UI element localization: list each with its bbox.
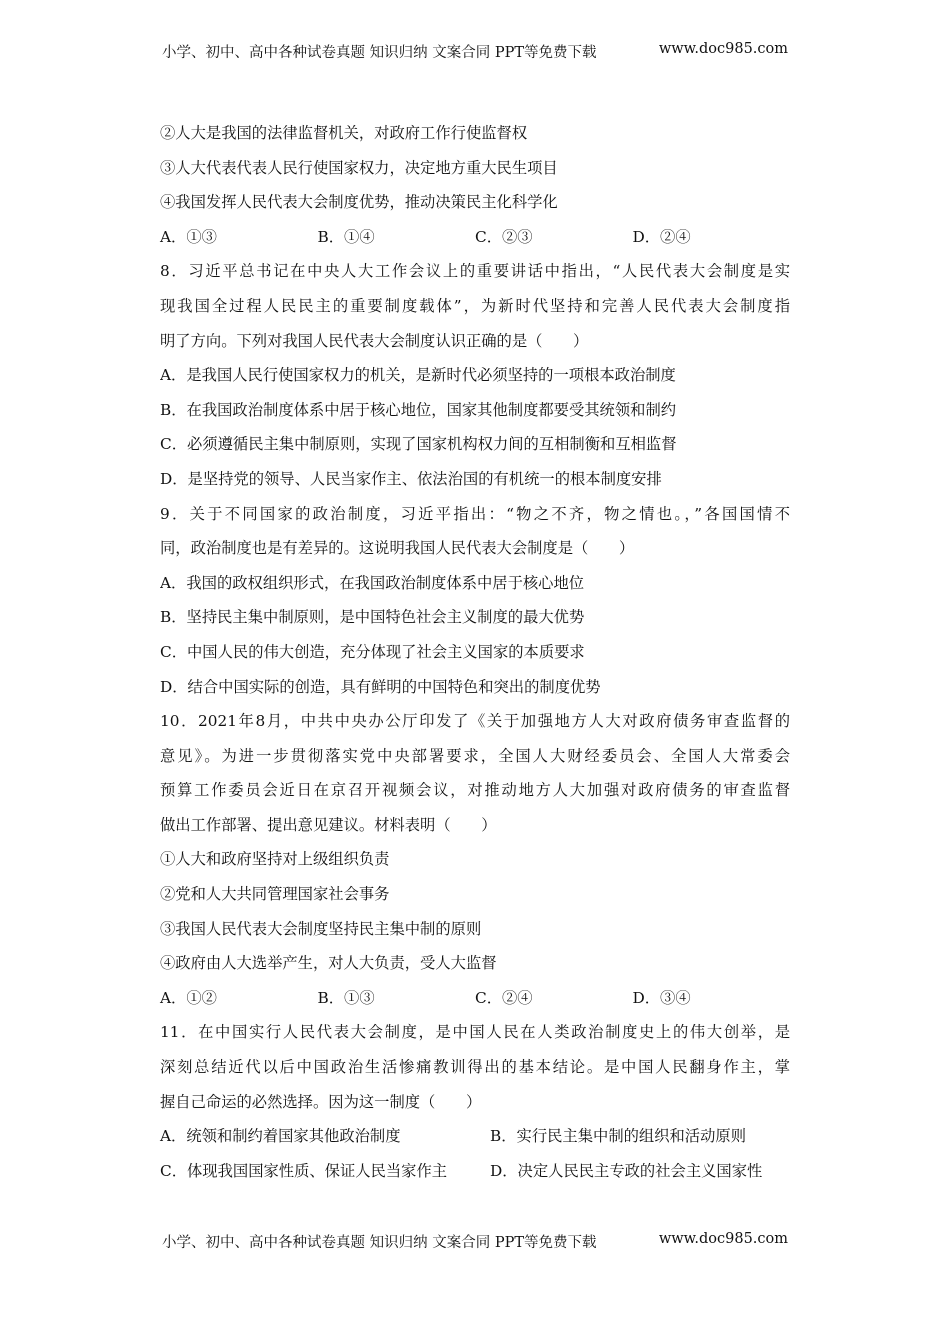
answer-options — [160, 220, 790, 255]
question-stem-line: 意见》。为进一步贯彻落实党中央部署要求，全国人大财经委员会、全国人大常委会 — [160, 746, 790, 765]
question-stem-line: 9．关于不同国家的政治制度，习近平指出：“物之不齐，物之情也。，”各国国情不 — [160, 504, 790, 523]
statement-line: ④我国发挥人民代表大会制度优势，推动决策民主化科学化 — [160, 193, 558, 212]
option-d: D．③④ — [632, 988, 691, 1007]
question-8 — [160, 254, 790, 496]
answer-options — [160, 981, 790, 1016]
question-stem-line: 同，政治制度也是有差异的。这说明我国人民代表大会制度是（ ） — [160, 539, 635, 558]
option-d: D．②④ — [632, 227, 691, 246]
question-11 — [160, 1015, 790, 1188]
statement-line: ④政府由人大选举产生，对人大负责，受人大监督 — [160, 954, 497, 973]
question-stem-line: 握自己命运的必然选择。因为这一制度（ ） — [160, 1092, 482, 1111]
question-stem-line: 现我国全过程人民民主的重要制度载体”，为新时代坚持和完善人民代表大会制度指 — [160, 296, 790, 315]
option-d: D．决定人民民主专政的社会主义国家性 — [490, 1161, 763, 1180]
question-stem-line: 10．2021年8月，中共中央办公厅印发了《关于加强地方人大对政府债务审查监督的 — [160, 712, 790, 731]
option-c: C．体现我国国家性质、保证人民当家作主 — [160, 1161, 448, 1180]
question-10 — [160, 704, 790, 1015]
question-9 — [160, 497, 790, 705]
footer-site-link[interactable]: www.doc985.com — [658, 1231, 788, 1247]
answer-options-row-1 — [160, 1119, 790, 1154]
answer-options-row-2 — [160, 1154, 790, 1189]
option-b: B．①④ — [317, 227, 375, 246]
header-site-link[interactable]: www.doc985.com — [658, 41, 788, 57]
option-a: A．①③ — [160, 227, 217, 246]
statement-line: ②党和人大共同管理国家社会事务 — [160, 885, 390, 904]
option-b: B．坚持民主集中制原则，是中国特色社会主义制度的最大优势 — [160, 608, 585, 627]
option-a: A．统领和制约着国家其他政治制度 — [160, 1127, 401, 1146]
statement-line: ③我国人民代表大会制度坚持民主集中制的原则 — [160, 919, 482, 938]
statement-line: ③人大代表代表人民行使国家权力，决定地方重大民生项目 — [160, 158, 558, 177]
question-7-tail — [160, 116, 790, 254]
question-stem-line: 深刻总结近代以后中国政治生活惨痛教训得出的基本结论。是中国人民翻身作主，掌 — [160, 1058, 790, 1077]
option-c: C．②③ — [475, 227, 533, 246]
page-footer — [162, 1231, 788, 1252]
question-stem-line: 预算工作委员会近日在京召开视频会议，对推动地方人大加强对政府债务的审查监督 — [160, 781, 790, 800]
page-content — [160, 116, 790, 1188]
statement-line: ①人大和政府坚持对上级组织负责 — [160, 850, 390, 869]
option-a: A．是我国人民行使国家权力的机关，是新时代必须坚持的一项根本政治制度 — [160, 366, 676, 385]
question-stem-line: 明了方向。下列对我国人民代表大会制度认识正确的是（ ） — [160, 331, 589, 350]
page-header — [162, 41, 788, 62]
question-stem-line: 做出工作部署、提出意见建议。材料表明（ ） — [160, 815, 497, 834]
statement-line: ②人大是我国的法律监督机关，对政府工作行使监督权 — [160, 124, 528, 142]
option-a: A．①② — [160, 988, 217, 1007]
header-ad-text: 小学、初中、高中各种试卷真题 知识归纳 文案合同 PPT等免费下载 — [162, 45, 597, 61]
question-stem-line: 11．在中国实行人民代表大会制度，是中国人民在人类政治制度史上的伟大创举，是 — [160, 1023, 790, 1042]
footer-ad-text: 小学、初中、高中各种试卷真题 知识归纳 文案合同 PPT等免费下载 — [162, 1235, 597, 1251]
option-c: C．中国人民的伟大创造，充分体现了社会主义国家的本质要求 — [160, 642, 585, 661]
option-b: B．实行民主集中制的组织和活动原则 — [490, 1127, 746, 1146]
option-d: D．结合中国实际的创造，具有鲜明的中国特色和突出的制度优势 — [160, 677, 601, 696]
option-a: A．我国的政权组织形式，在我国政治制度体系中居于核心地位 — [160, 573, 585, 592]
option-d: D．是坚持党的领导、人民当家作主、依法治国的有机统一的根本制度安排 — [160, 469, 662, 488]
option-b: B．①③ — [317, 988, 375, 1007]
option-c: C．必须遵循民主集中制原则，实现了国家机构权力间的互相制衡和互相监督 — [160, 435, 677, 454]
question-stem-line: 8．习近平总书记在中央人大工作会议上的重要讲话中指出，“人民代表大会制度是实 — [160, 262, 790, 281]
option-b: B．在我国政治制度体系中居于核心地位，国家其他制度都要受其统领和制约 — [160, 400, 677, 419]
option-c: C．②④ — [475, 988, 533, 1007]
